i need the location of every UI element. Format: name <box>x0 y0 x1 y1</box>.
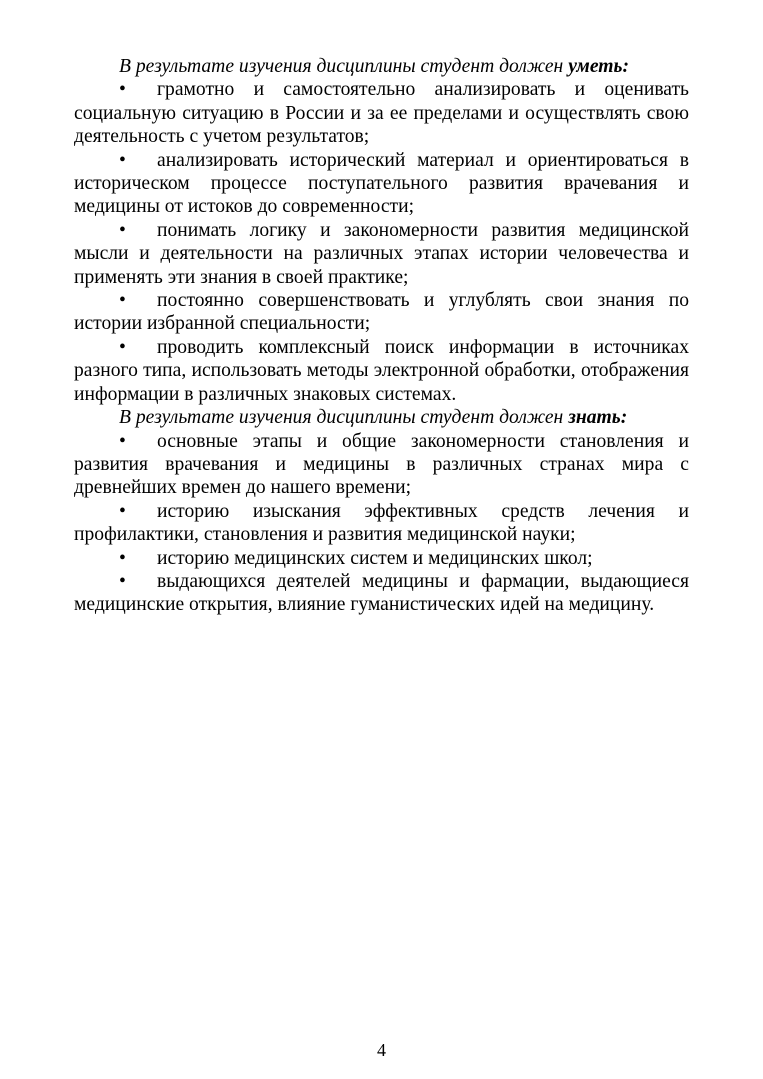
bullet-icon: • <box>119 219 126 241</box>
skills-intro-text: В результате изучения дисциплины студент должен <box>119 56 569 77</box>
skills-intro <box>74 55 689 78</box>
bullet-icon: • <box>119 149 126 171</box>
list-item-text: понимать логику и закономерности развития медицинской мысли и деятельности на различных этапах истории человечества и применять эти знания в своей практике; <box>74 219 689 288</box>
knowledge-list-item <box>74 570 689 617</box>
bullet-icon: • <box>119 570 126 592</box>
skills-list-item <box>74 336 689 406</box>
knowledge-list-item <box>74 500 689 547</box>
list-item-text: историю изыскания эффективных средств лечения и профилактики, становления и развития медицинской науки; <box>74 500 689 546</box>
knowledge-list-item <box>74 547 689 570</box>
bullet-icon: • <box>119 336 126 358</box>
list-item-text: историю медицинских систем и медицинских школ; <box>157 547 593 569</box>
bullet-icon: • <box>119 79 126 101</box>
bullet-icon: • <box>119 430 126 452</box>
knowledge-intro-text: В результате изучения дисциплины студент должен <box>119 407 569 429</box>
bullet-icon: • <box>119 290 126 312</box>
list-item-text: постоянно совершенствовать и углублять свои знания по истории избранной специальности; <box>74 290 689 335</box>
knowledge-intro-keyword: знать: <box>568 407 628 429</box>
list-item-text: основные этапы и общие закономерности становления и развития врачевания и медицины в различных странах мира с древнейших времен до нашего времени; <box>74 430 689 499</box>
bullet-icon: • <box>119 547 126 569</box>
skills-list-item <box>74 149 689 219</box>
skills-intro-keyword: уметь: <box>568 56 629 77</box>
knowledge-list-item <box>74 430 689 500</box>
page-number: 4 <box>377 1040 386 1060</box>
bullet-icon: • <box>119 500 126 522</box>
list-item-text: выдающихся деятелей медицины и фармации, выдающиеся медицинские открытия, влияние гуманистических идей на медицину. <box>74 570 689 616</box>
list-item-text: анализировать исторический материал и ориентироваться в историческом процессе поступательного развития врачевания и медицины от истоков до современности; <box>74 149 689 218</box>
list-item-text: проводить комплексный поиск информации в источниках разного типа, использовать методы электронной обработки, отображения информации в различных знаковых системах. <box>74 336 689 405</box>
skills-list-item <box>74 219 689 289</box>
knowledge-intro <box>74 406 689 429</box>
skills-list-item <box>74 289 689 336</box>
document-body <box>74 55 689 617</box>
skills-list-item <box>74 78 689 148</box>
list-item-text: грамотно и самостоятельно анализировать и оценивать социальную ситуацию в России и за ее пределами и осуществлять свою деятельность с учетом результатов; <box>74 79 689 148</box>
